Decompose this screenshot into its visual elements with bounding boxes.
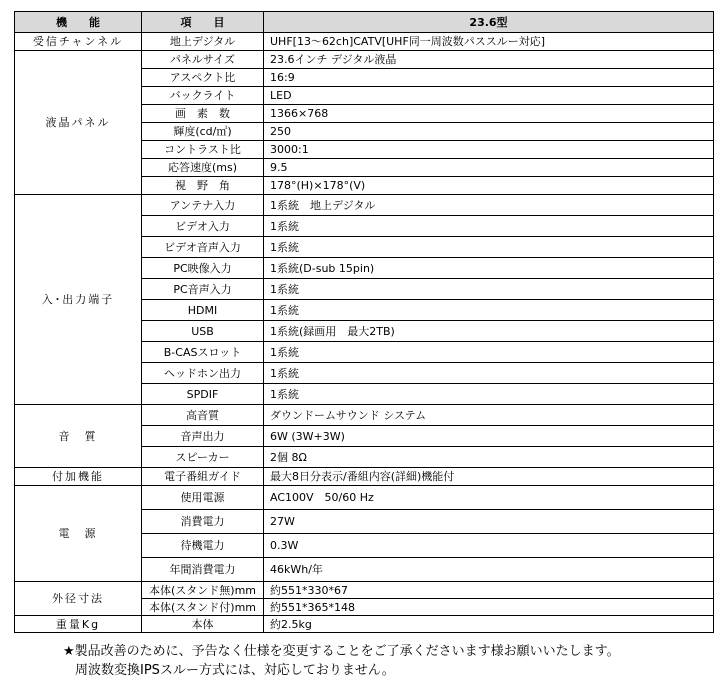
value-cell: 最大8日分表示/番組内容(詳細)機能付 (264, 468, 714, 486)
category-cell: 重量Kg (15, 616, 142, 633)
value-cell: UHF[13～62ch]CATV[UHF同一周波数パススルー対応] (264, 33, 714, 51)
table-row (15, 468, 714, 486)
value-cell: 約551*330*67 (264, 582, 714, 599)
item-cell: 待機電力 (142, 534, 264, 558)
value-cell: 1系統 (264, 279, 714, 300)
spec-table (14, 11, 714, 633)
value-cell: 1系統 (264, 363, 714, 384)
item-cell: 本体(スタンド無)mm (142, 582, 264, 599)
item-cell: バックライト (142, 87, 264, 105)
value-cell: 約551*365*148 (264, 599, 714, 616)
item-cell: 音声出力 (142, 426, 264, 447)
category-cell: 電 源 (15, 486, 142, 582)
item-cell: 地上デジタル (142, 33, 264, 51)
header-item: 項 目 (142, 12, 264, 33)
table-row (15, 582, 714, 599)
header-function: 機 能 (15, 12, 142, 33)
header-model: 23.6型 (264, 12, 714, 33)
footnote-line: ★製品改善のために、予告なく仕様を変更することをご了承くださいます様お願いいたします。 (63, 644, 620, 659)
item-cell: 応答速度(ms) (142, 159, 264, 177)
table-row (15, 51, 714, 69)
item-cell: 画 素 数 (142, 105, 264, 123)
item-cell: ビデオ音声入力 (142, 237, 264, 258)
footnotes (63, 642, 713, 680)
item-cell: アスペクト比 (142, 69, 264, 87)
value-cell: 1系統(D-sub 15pin) (264, 258, 714, 279)
category-cell: 液晶パネル (15, 51, 142, 195)
item-cell: HDMI (142, 300, 264, 321)
value-cell: 1系統 (264, 216, 714, 237)
table-row (15, 405, 714, 426)
item-cell: スピーカー (142, 447, 264, 468)
item-cell: 視 野 角 (142, 177, 264, 195)
item-cell: 輝度(cd/㎡) (142, 123, 264, 141)
footnote-line: 周波数変換IPSスルー方式には、対応しておりません。 (75, 663, 395, 678)
item-cell: ビデオ入力 (142, 216, 264, 237)
value-cell: 178°(H)×178°(V) (264, 177, 714, 195)
value-cell: 3000:1 (264, 141, 714, 159)
item-cell: PC音声入力 (142, 279, 264, 300)
value-cell: 1系統 (264, 384, 714, 405)
table-row (15, 33, 714, 51)
item-cell: USB (142, 321, 264, 342)
value-cell: 1系統 (264, 237, 714, 258)
item-cell: ヘッドホン出力 (142, 363, 264, 384)
table-row (15, 486, 714, 510)
value-cell: LED (264, 87, 714, 105)
value-cell: 23.6インチ デジタル液晶 (264, 51, 714, 69)
category-cell: 入･出力端子 (15, 195, 142, 405)
value-cell: 9.5 (264, 159, 714, 177)
value-cell: 27W (264, 510, 714, 534)
table-row (15, 195, 714, 216)
table-row (15, 616, 714, 633)
value-cell: 0.3W (264, 534, 714, 558)
value-cell: 約2.5kg (264, 616, 714, 633)
value-cell: 1系統 (264, 342, 714, 363)
item-cell: 本体(スタンド付)mm (142, 599, 264, 616)
value-cell: 1系統 (264, 300, 714, 321)
table-header-row (15, 12, 714, 33)
category-cell: 外径寸法 (15, 582, 142, 616)
value-cell: 1系統 地上デジタル (264, 195, 714, 216)
value-cell: 2個 8Ω (264, 447, 714, 468)
item-cell: 消費電力 (142, 510, 264, 534)
item-cell: アンテナ入力 (142, 195, 264, 216)
item-cell: パネルサイズ (142, 51, 264, 69)
value-cell: AC100V 50/60 Hz (264, 486, 714, 510)
item-cell: 高音質 (142, 405, 264, 426)
value-cell: 6W (3W+3W) (264, 426, 714, 447)
value-cell: 46kWh/年 (264, 558, 714, 582)
item-cell: B-CASスロット (142, 342, 264, 363)
value-cell: 250 (264, 123, 714, 141)
item-cell: 使用電源 (142, 486, 264, 510)
category-cell: 受信チャンネル (15, 33, 142, 51)
value-cell: 16:9 (264, 69, 714, 87)
category-cell: 音 質 (15, 405, 142, 468)
item-cell: 年間消費電力 (142, 558, 264, 582)
item-cell: コントラスト比 (142, 141, 264, 159)
value-cell: 1366×768 (264, 105, 714, 123)
category-cell: 付加機能 (15, 468, 142, 486)
item-cell: 電子番組ガイド (142, 468, 264, 486)
item-cell: PC映像入力 (142, 258, 264, 279)
value-cell: ダウンドームサウンド システム (264, 405, 714, 426)
value-cell: 1系統(録画用 最大2TB) (264, 321, 714, 342)
item-cell: SPDIF (142, 384, 264, 405)
item-cell: 本体 (142, 616, 264, 633)
